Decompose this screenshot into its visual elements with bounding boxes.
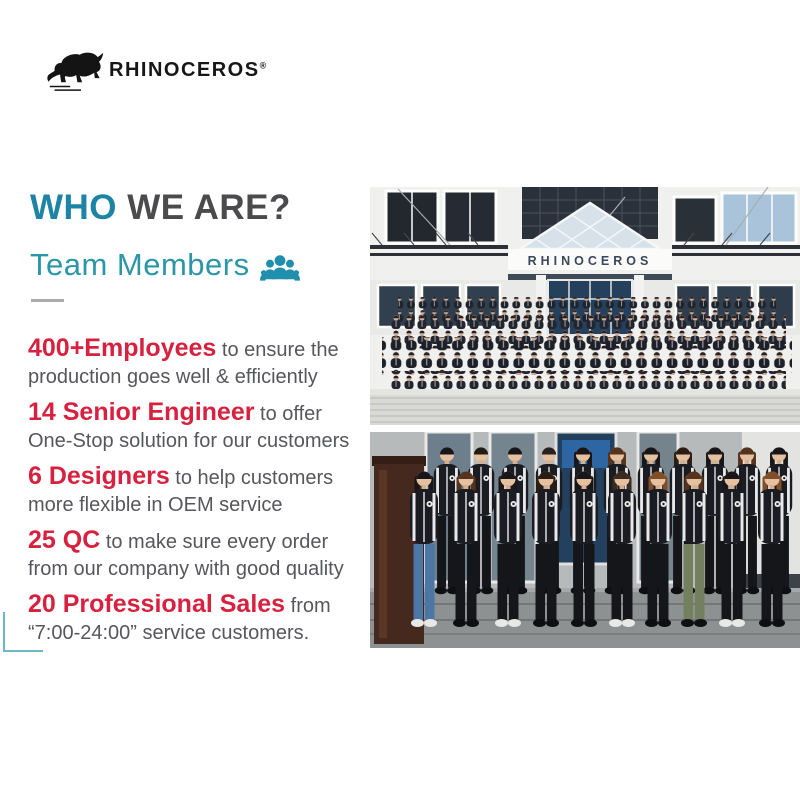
stat-sales <box>28 590 373 645</box>
stat-qc <box>28 526 373 581</box>
brand-logo <box>45 42 266 104</box>
photo-headquarters-group <box>370 187 800 425</box>
section-subtitle <box>30 247 300 283</box>
stat-tail: to make sure every order <box>100 531 329 553</box>
stat-highlight: 400+Employees <box>28 334 217 362</box>
subtitle-underline <box>31 299 64 302</box>
stat-highlight: 14 Senior Engineer <box>28 398 255 426</box>
page-title-rest: WE ARE? <box>117 188 291 227</box>
building-sign <box>508 249 672 280</box>
stat-employees <box>28 334 373 389</box>
rhino-icon <box>45 42 105 104</box>
stat-engineers <box>28 398 373 453</box>
stat-highlight: 20 Professional Sales <box>28 590 286 618</box>
team-members-icon <box>260 253 300 283</box>
team-photo-illustration <box>370 432 800 648</box>
stat-description: more flexible in OEM service <box>28 494 283 516</box>
stat-tail: to help customers <box>169 467 334 489</box>
pavement <box>370 389 800 425</box>
corner-bracket-decoration <box>3 612 43 652</box>
photo-team-jackets <box>370 432 800 648</box>
stat-designers <box>28 462 373 517</box>
section-subtitle-label: Team Members <box>30 247 250 282</box>
registered-mark: ® <box>259 59 267 70</box>
page-title <box>30 188 291 228</box>
stat-highlight: 6 Designers <box>28 462 170 490</box>
stat-tail: to ensure the <box>216 339 339 361</box>
building-sign-text: RHINOCEROS <box>527 254 653 268</box>
employee-crowd <box>382 297 792 389</box>
stat-tail: to offer <box>254 403 322 425</box>
brand-name <box>109 59 266 82</box>
stats-list <box>28 334 373 654</box>
stat-tail: from <box>285 595 331 617</box>
stat-highlight: 25 QC <box>28 526 101 554</box>
brand-wordmark: RHINOCEROS <box>109 58 260 81</box>
stat-description: from our company with good quality <box>28 558 344 580</box>
stat-description: production goes well & efficiently <box>28 366 318 388</box>
stat-description: One-Stop solution for our customers <box>28 430 350 452</box>
headquarters-photo-illustration <box>370 187 800 425</box>
stat-description: “7:00-24:00” service customers. <box>28 622 310 644</box>
page-title-highlight: WHO <box>30 188 118 227</box>
